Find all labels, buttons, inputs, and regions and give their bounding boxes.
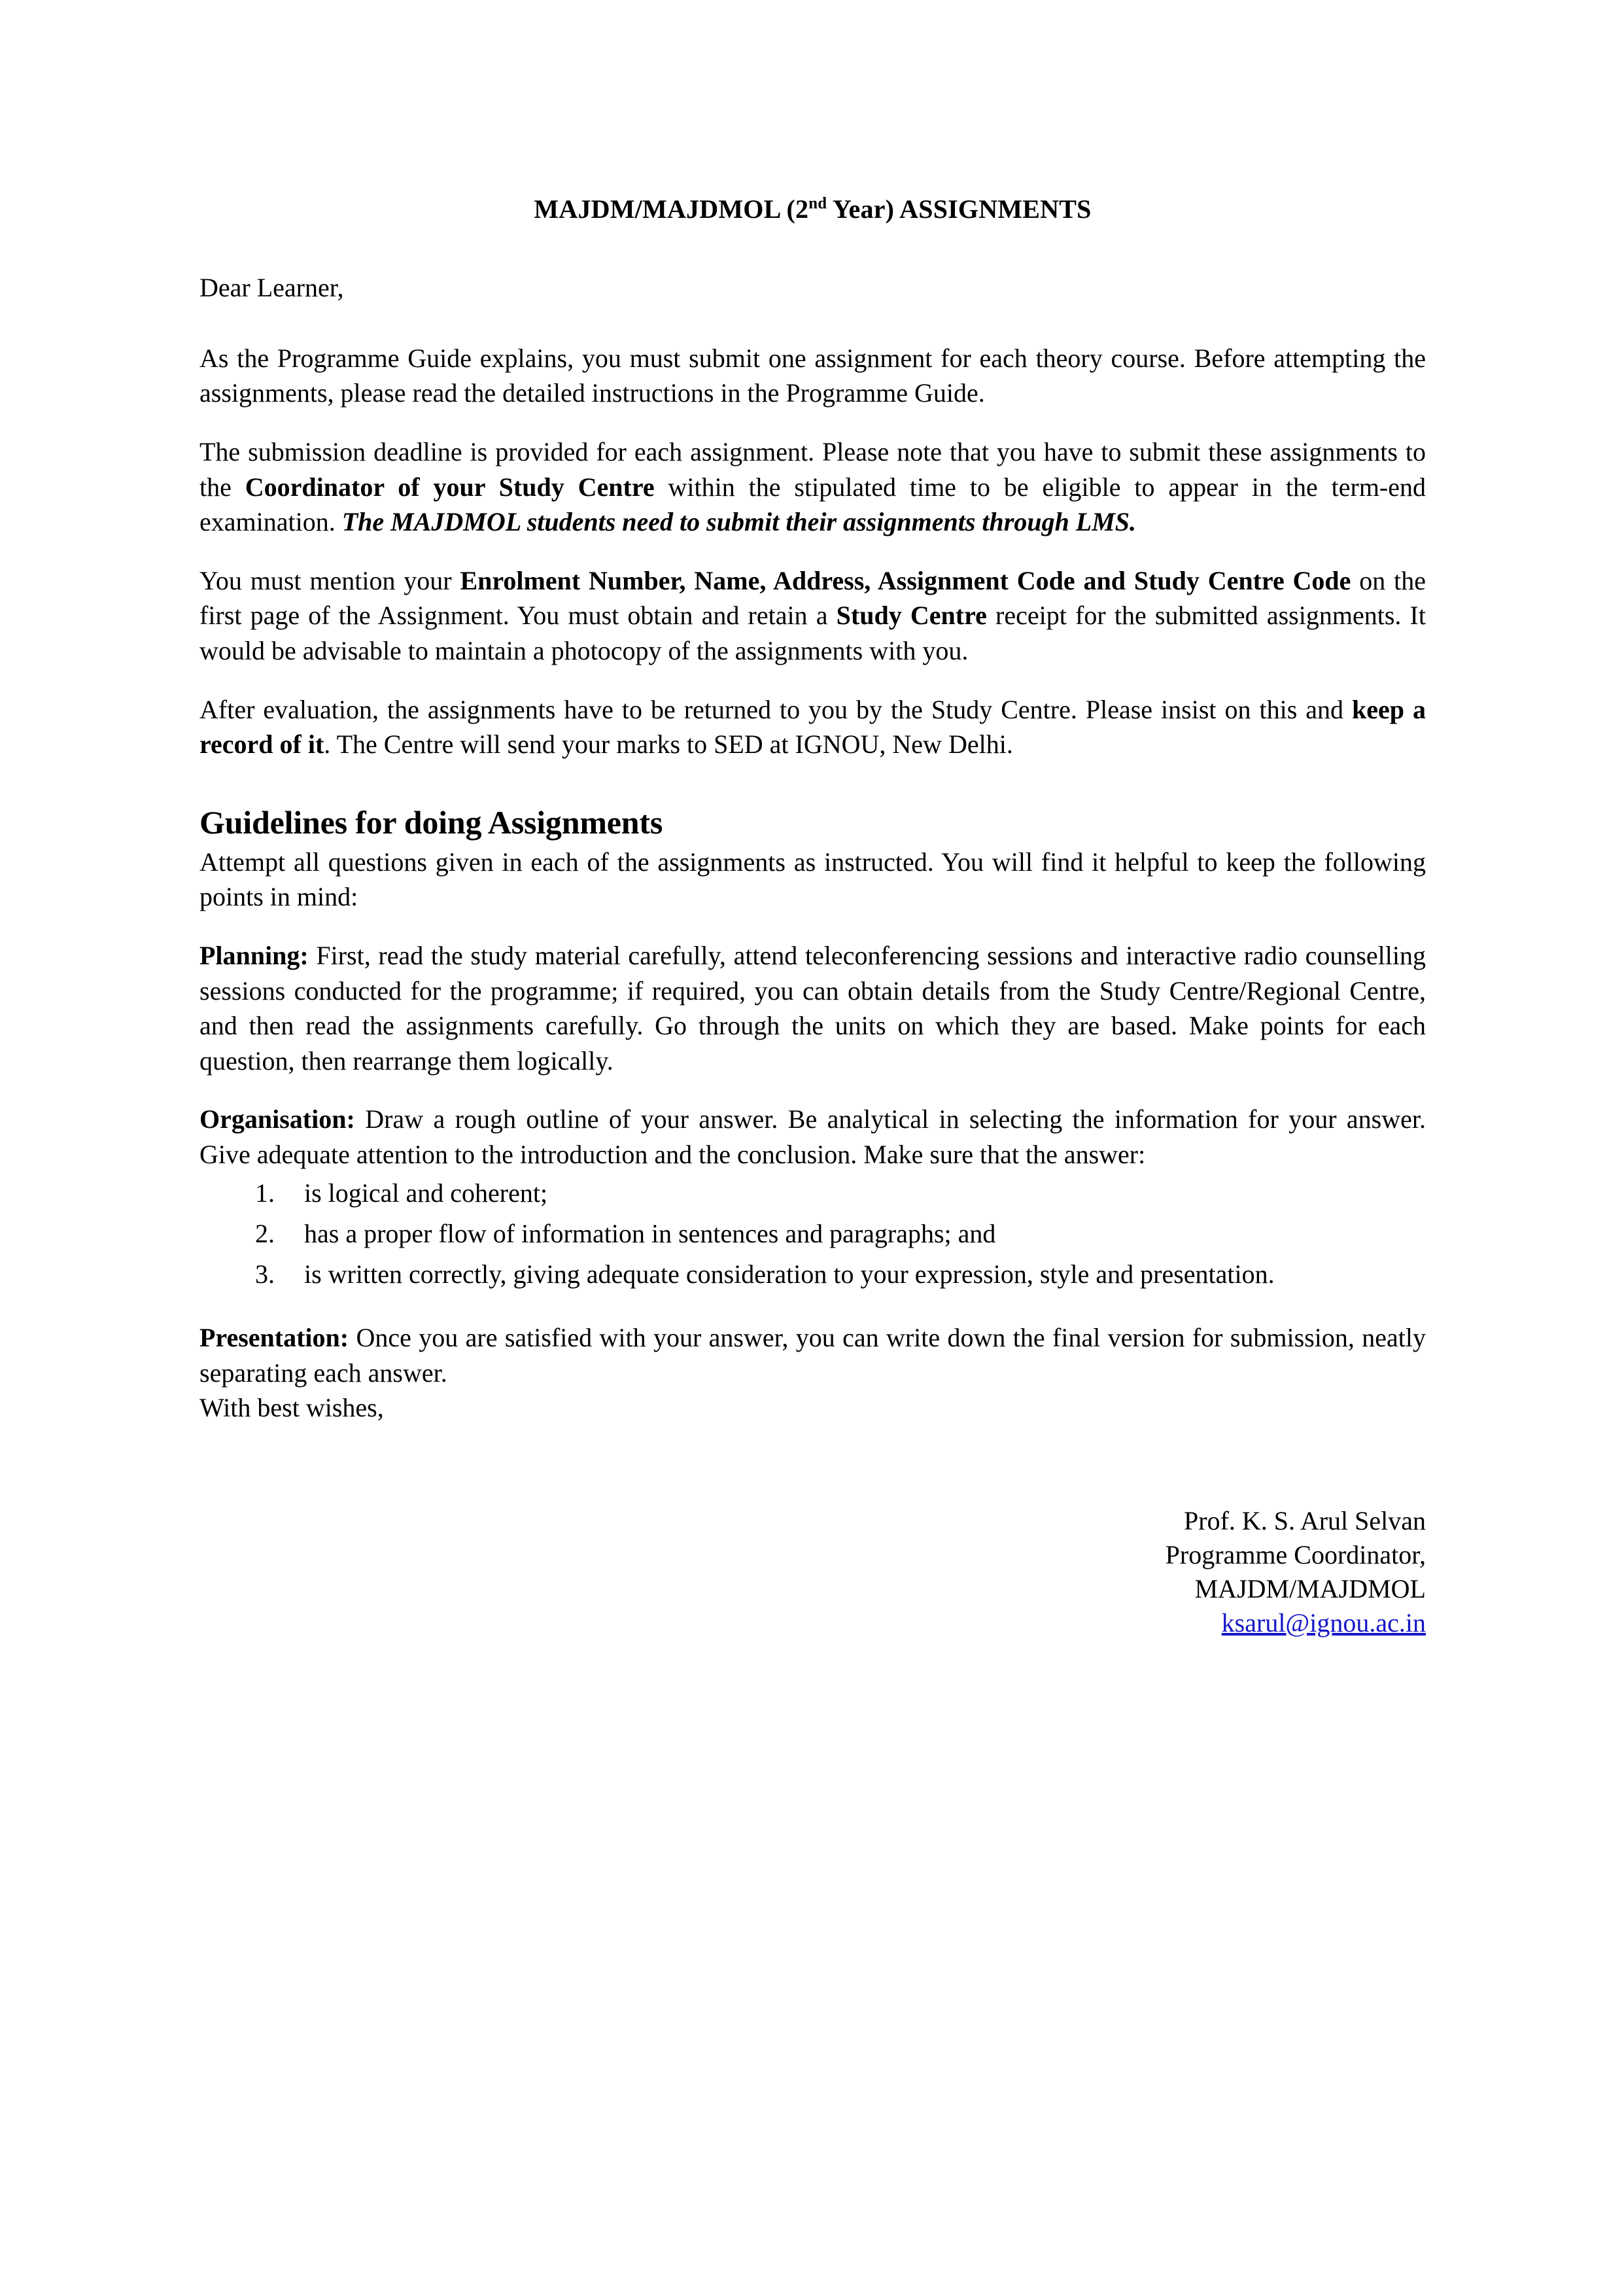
spacer-after-title (199, 224, 1426, 270)
enrolment-text-part-1: You must mention your (199, 565, 460, 595)
presentation-label: Presentation: (199, 1323, 349, 1353)
answer-requirements-list (199, 1176, 1426, 1291)
page-title-ordinal-superscript: nd (808, 194, 827, 213)
spacer-after-salutation (199, 306, 1426, 341)
paragraph-planning (199, 938, 1426, 1078)
spacer-4 (199, 915, 1426, 938)
deadline-text-part-2: within the stipulated time to be eligible to appear in the term-end examination. (199, 472, 1426, 537)
paragraph-presentation (199, 1320, 1426, 1390)
signature-email-line (199, 1606, 1426, 1640)
page-title-suffix: Year) ASSIGNMENTS (827, 194, 1092, 224)
spacer-3 (199, 669, 1426, 692)
keep-record-bold: keep a record of it (199, 694, 1426, 760)
planning-text: First, read the study material carefully, attend teleconferencing sessions and interactive radio counselling sessions conducted for the programme; if required, you can obtain details from the Study Centre/Regional Centre, and then read the assignments carefully. Go through the units on which they are based. Make points for each question, then rearrange them logically. (199, 940, 1426, 1076)
deadline-text-part-1: The submission deadline is provided for each assignment. Please note that you have to submit these assignments to the (199, 436, 1426, 502)
spacer-1 (199, 411, 1426, 434)
paragraph-intro: As the Programme Guide explains, you must submit one assignment for each theory course. Before attempting the assignments, please read the detailed instructions in the Programme Guide. (199, 343, 1426, 408)
paragraph-after-evaluation (199, 692, 1426, 762)
organisation-label: Organisation: (199, 1104, 355, 1134)
email-link[interactable]: ksarul@ignou.ac.in (1221, 1608, 1426, 1638)
list-item: is logical and coherent; (304, 1178, 548, 1208)
list-item: has a proper flow of information in sentences and paragraphs; and (304, 1219, 996, 1249)
paragraph-submission-deadline (199, 434, 1426, 540)
paragraph-organisation (199, 1102, 1426, 1172)
signature-block (199, 1504, 1426, 1640)
evaluation-text-part-1: After evaluation, the assignments have to be returned to you by the Study Centre. Please insist on this and (199, 694, 1353, 724)
signature-role: Programme Coordinator, (1165, 1540, 1426, 1570)
enrolment-fields-bold: Enrolment Number, Name, Address, Assignment Code and Study Centre Code (460, 565, 1351, 595)
planning-label: Planning: (199, 940, 309, 970)
signature-name: Prof. K. S. Arul Selvan (1184, 1506, 1426, 1536)
guidelines-intro: Attempt all questions given in each of the assignments as instructed. You will find it helpful to keep the following points in mind: (199, 847, 1426, 912)
spacer-5 (199, 1078, 1426, 1102)
coordinator-study-centre-bold: Coordinator of your Study Centre (245, 472, 655, 502)
page-title (199, 194, 1426, 224)
enrolment-text-part-2: on the first page of the Assignment. You must obtain and retain a (199, 565, 1426, 631)
closing-line: With best wishes, (199, 1393, 384, 1423)
evaluation-text-part-2: . The Centre will send your marks to SED at IGNOU, New Delhi. (324, 729, 1013, 760)
enrolment-text-part-3: receipt for the submitted assignments. It would be advisable to maintain a photocopy of the assignments with you. (199, 601, 1426, 665)
guidelines-heading: Guidelines for doing Assignments (199, 803, 663, 841)
signature-programme: MAJDM/MAJDMOL (1194, 1574, 1426, 1604)
page-title-prefix: MAJDM/MAJDMOL (2 (534, 194, 809, 224)
presentation-text: Once you are satisfied with your answer, you can write down the final version for submission, neatly separating each answer. (199, 1323, 1426, 1388)
study-centre-bold: Study Centre (836, 601, 987, 631)
salutation: Dear Learner, (199, 273, 344, 303)
spacer-2 (199, 540, 1426, 563)
list-item: is written correctly, giving adequate consideration to your expression, style and presentation. (304, 1259, 1275, 1289)
spacer-6 (199, 1297, 1426, 1320)
paragraph-enrolment-details (199, 563, 1426, 669)
spacer-before-guidelines (199, 762, 1426, 803)
organisation-text: Draw a rough outline of your answer. Be analytical in selecting the information for your answer. Give adequate attention to the introduction and the conclusion. Make sure that the answer: (199, 1104, 1426, 1169)
majdmol-lms-note: The MAJDMOL students need to submit their assignments through LMS. (341, 507, 1137, 537)
